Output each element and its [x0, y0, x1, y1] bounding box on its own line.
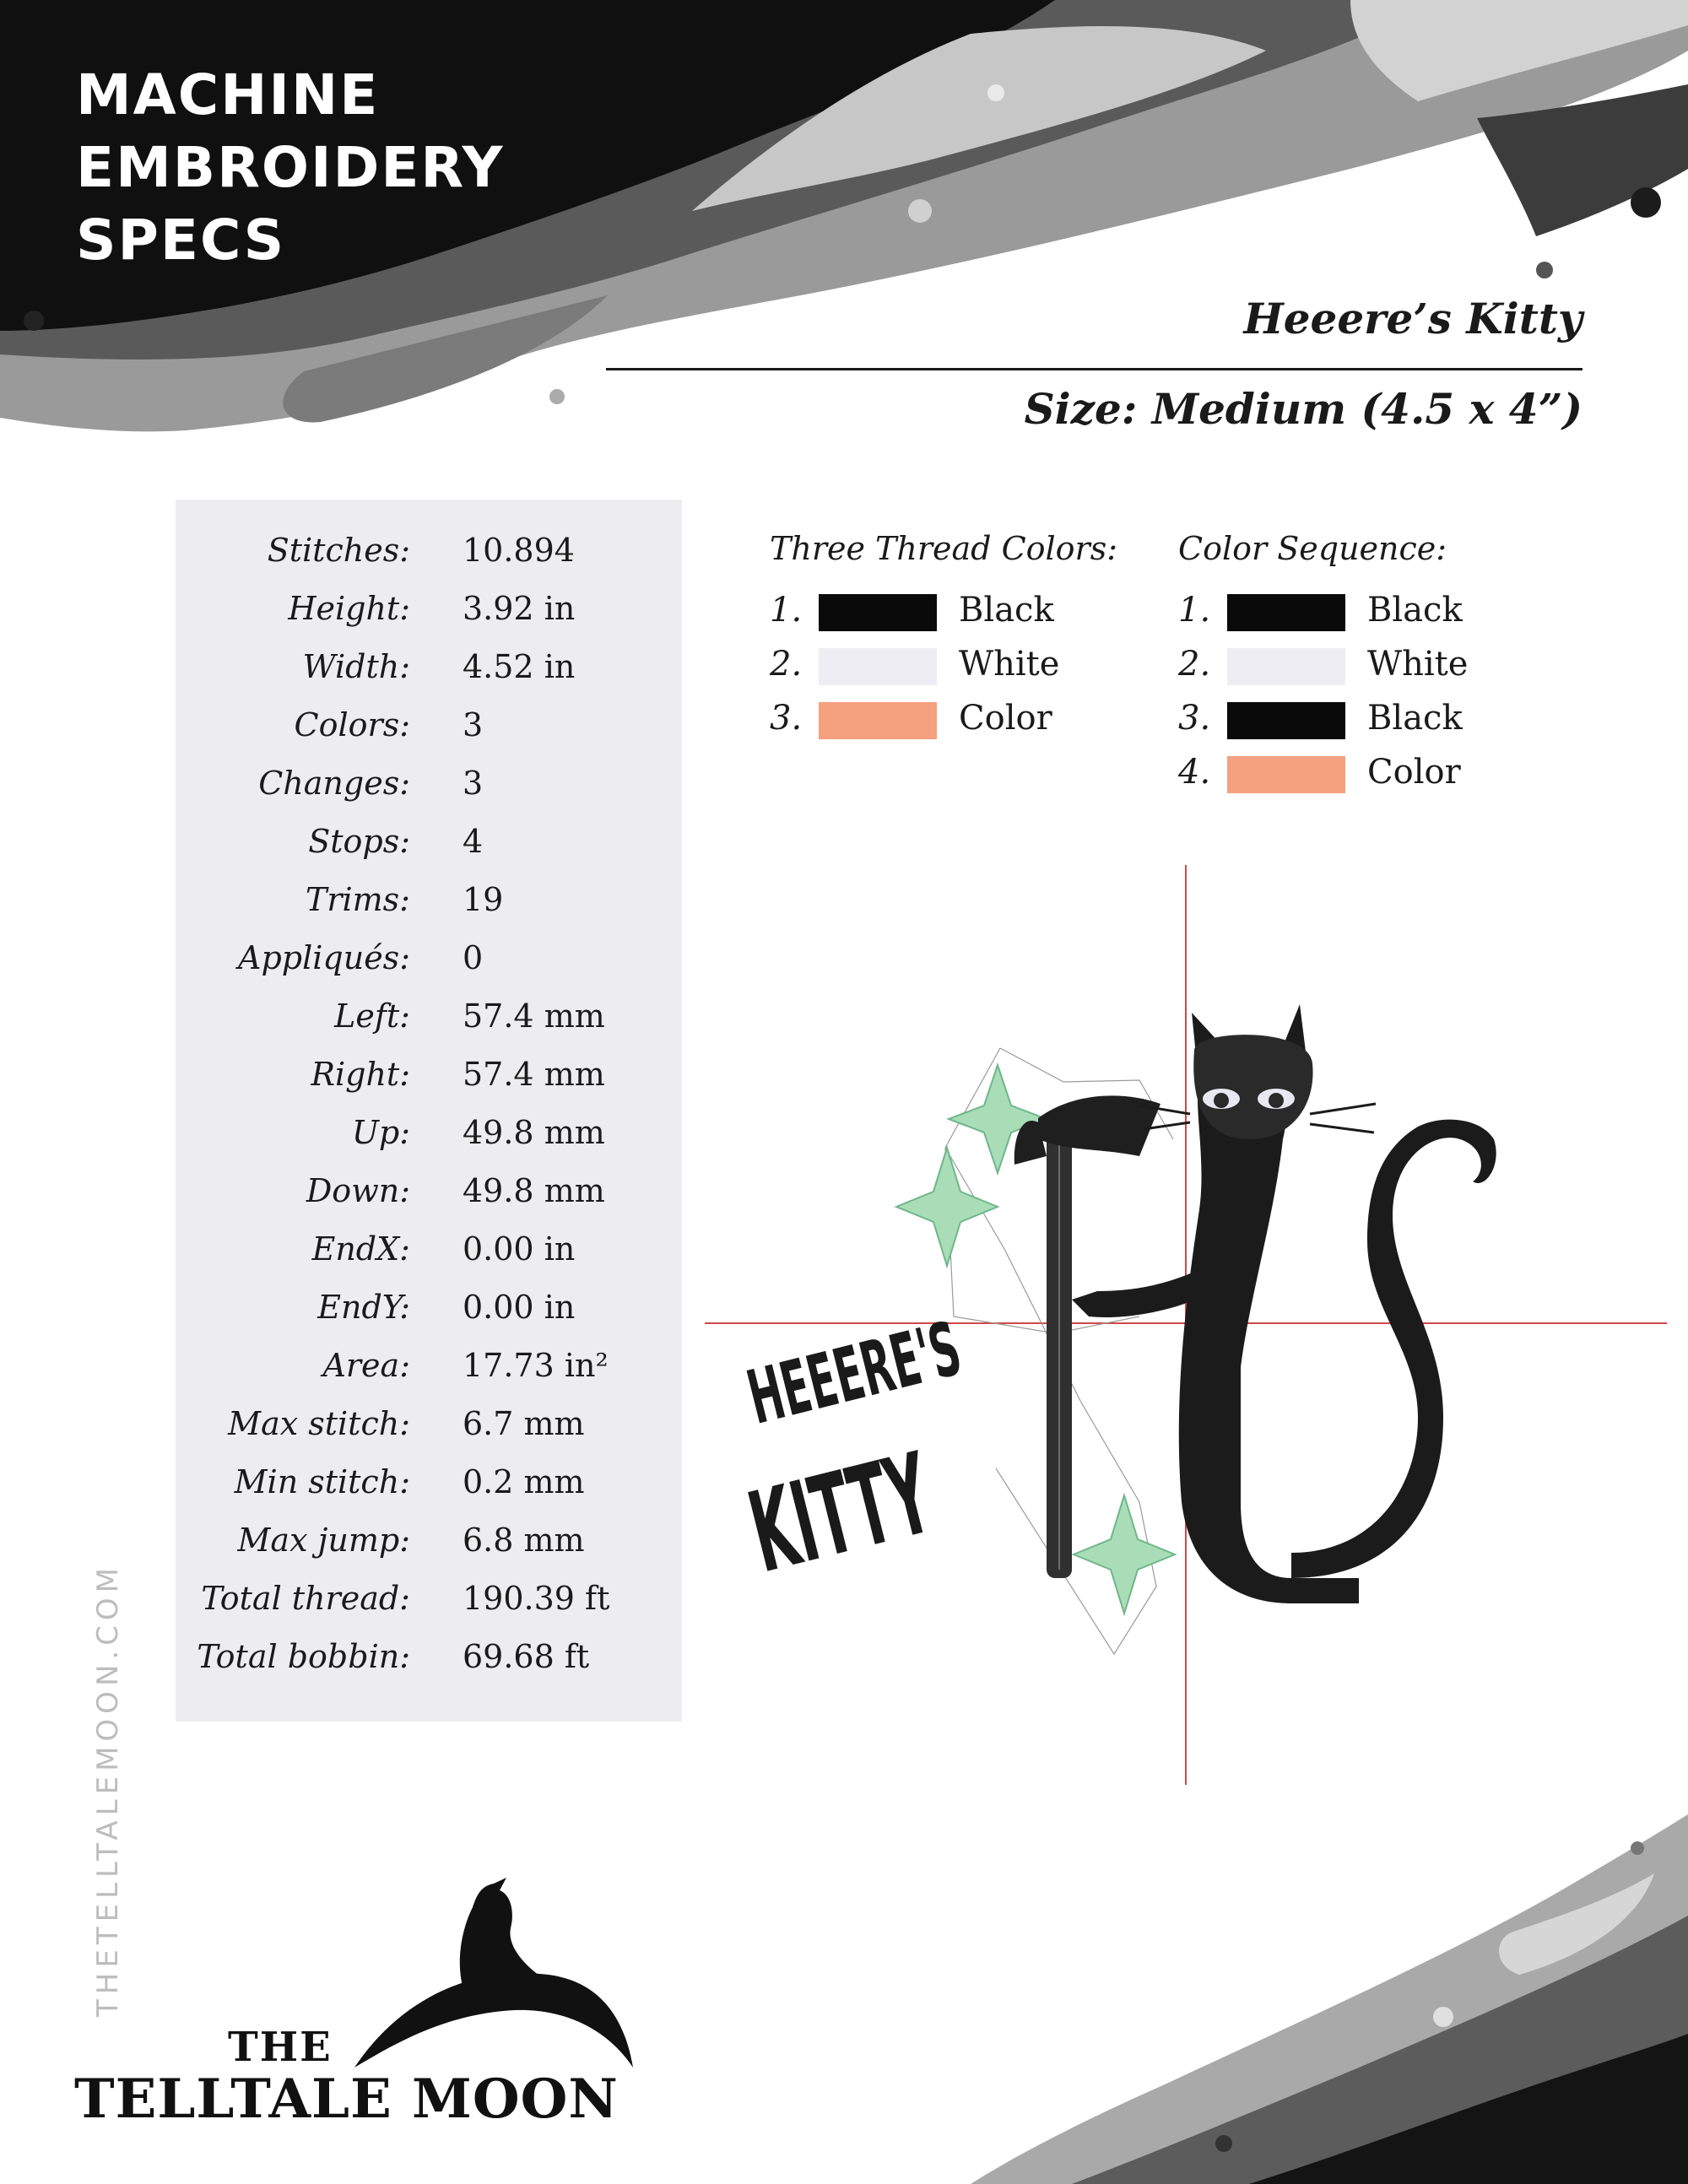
website-watermark: THETELLTALEMOON.COM — [91, 1562, 125, 2017]
spec-value: 4 — [463, 823, 484, 860]
thread-color-item — [770, 645, 1107, 699]
spec-label: Changes: — [258, 765, 410, 802]
raven-moon-logo-icon — [354, 1873, 633, 2076]
spec-label: Area: — [322, 1347, 410, 1384]
spec-row — [176, 881, 682, 939]
spec-value: 57.4 mm — [463, 1056, 605, 1093]
design-text-line-1: HEEERE'S — [739, 1306, 970, 1442]
spec-row — [176, 532, 682, 590]
color-sequence-title: Color Sequence: — [1178, 530, 1447, 567]
spec-row — [176, 1056, 682, 1114]
star-icon — [1074, 1495, 1175, 1614]
thread-colors-list — [770, 591, 1107, 760]
spec-label: Down: — [306, 1172, 410, 1209]
color-swatch — [1227, 756, 1345, 793]
spec-row — [176, 823, 682, 881]
color-name: Black — [959, 591, 1054, 630]
title-line-3: SPECS — [76, 208, 286, 273]
color-swatch — [819, 648, 937, 685]
thread-colors-title: Three Thread Colors: — [770, 530, 1118, 567]
spec-label: Appliqués: — [238, 939, 410, 976]
spec-value: 17.73 in² — [463, 1347, 609, 1384]
spec-label: EndY: — [317, 1289, 410, 1326]
spec-row — [176, 1405, 682, 1463]
title-line-2: EMBROIDERY — [76, 135, 505, 200]
spec-value: 0.2 mm — [463, 1463, 585, 1500]
spec-row — [176, 1463, 682, 1522]
spec-row — [176, 1347, 682, 1405]
spec-value: 3 — [463, 765, 484, 802]
spec-row — [176, 1172, 682, 1230]
design-preview — [701, 861, 1688, 1789]
spec-value: 0.00 in — [463, 1289, 576, 1326]
spec-value: 69.68 ft — [463, 1638, 590, 1675]
spec-value: 6.8 mm — [463, 1522, 585, 1559]
spec-label: Colors: — [294, 706, 410, 743]
spec-label: Total thread: — [201, 1580, 410, 1617]
sequence-item — [1178, 591, 1516, 645]
color-number: 3. — [770, 699, 803, 738]
thread-color-item — [770, 699, 1107, 753]
design-name: Heeere’s Kitty — [1243, 294, 1582, 343]
sequence-number: 1. — [1178, 591, 1211, 630]
spec-label: Up: — [351, 1114, 410, 1151]
axe-icon — [1014, 1095, 1160, 1578]
spec-value: 4.52 in — [463, 648, 576, 685]
spec-value: 190.39 ft — [463, 1580, 610, 1617]
spec-value: 49.8 mm — [463, 1172, 605, 1209]
color-name: Black — [1367, 591, 1463, 630]
color-name: Black — [1367, 699, 1463, 738]
logo-wordmark-the: THE — [228, 2024, 333, 2071]
color-sequence-list — [1178, 591, 1516, 810]
color-swatch — [819, 594, 937, 631]
spec-row — [176, 1114, 682, 1172]
star-icon — [896, 1148, 998, 1266]
spec-label: Stops: — [308, 823, 410, 860]
spec-value: 6.7 mm — [463, 1405, 585, 1442]
color-name: Color — [959, 699, 1052, 738]
sequence-item — [1178, 645, 1516, 699]
color-name: White — [1367, 645, 1469, 684]
spec-label: Total bobbin: — [197, 1638, 410, 1675]
spec-label: Right: — [311, 1056, 410, 1093]
color-swatch — [1227, 648, 1345, 685]
sequence-number: 3. — [1178, 699, 1211, 738]
page-title — [76, 59, 504, 277]
spec-label: Min stitch: — [234, 1463, 410, 1500]
color-number: 2. — [770, 645, 803, 684]
spec-label: Max stitch: — [228, 1405, 410, 1442]
spec-label: Max jump: — [237, 1522, 410, 1559]
logo-wordmark-main: TELLTALE MOON — [74, 2068, 619, 2131]
spec-label: Height: — [288, 590, 410, 627]
spec-label: Trims: — [305, 881, 410, 918]
spec-row — [176, 648, 682, 706]
color-swatch — [1227, 702, 1345, 739]
design-text — [738, 1306, 969, 1598]
sequence-number: 4. — [1178, 753, 1211, 792]
spec-row — [176, 1289, 682, 1347]
color-swatch — [819, 702, 937, 739]
spec-label: EndX: — [311, 1230, 410, 1268]
color-name: White — [959, 645, 1060, 684]
design-text-line-2: KITTY — [738, 1429, 944, 1599]
spec-value: 57.4 mm — [463, 997, 605, 1035]
sequence-number: 2. — [1178, 645, 1211, 684]
header-divider — [606, 368, 1582, 370]
spec-value: 3 — [463, 706, 484, 743]
design-size: Size: Medium (4.5 x 4”) — [1024, 384, 1582, 434]
spec-row — [176, 997, 682, 1056]
spec-row — [176, 939, 682, 997]
spec-label: Left: — [334, 997, 410, 1035]
spec-label: Width: — [302, 648, 410, 685]
spec-value: 0.00 in — [463, 1230, 576, 1268]
thread-color-item — [770, 591, 1107, 645]
color-number: 1. — [770, 591, 803, 630]
sequence-item — [1178, 699, 1516, 753]
cat-illustration — [1072, 1004, 1496, 1603]
color-swatch — [1227, 594, 1345, 631]
spec-row — [176, 706, 682, 765]
color-name: Color — [1367, 753, 1461, 792]
specs-panel — [176, 500, 682, 1722]
title-line-1: MACHINE — [76, 62, 380, 127]
spec-value: 0 — [463, 939, 484, 976]
spec-row — [176, 1580, 682, 1638]
spec-row — [176, 590, 682, 648]
spec-label: Stitches: — [267, 532, 410, 569]
spec-row — [176, 1230, 682, 1289]
spec-row — [176, 1638, 682, 1696]
spec-value: 49.8 mm — [463, 1114, 605, 1151]
sequence-item — [1178, 753, 1516, 807]
spec-value: 3.92 in — [463, 590, 576, 627]
spec-row — [176, 1522, 682, 1580]
spec-row — [176, 765, 682, 823]
spec-value: 19 — [463, 881, 504, 918]
footer-brush-art — [971, 1814, 1688, 2184]
spec-value: 10.894 — [463, 532, 575, 569]
